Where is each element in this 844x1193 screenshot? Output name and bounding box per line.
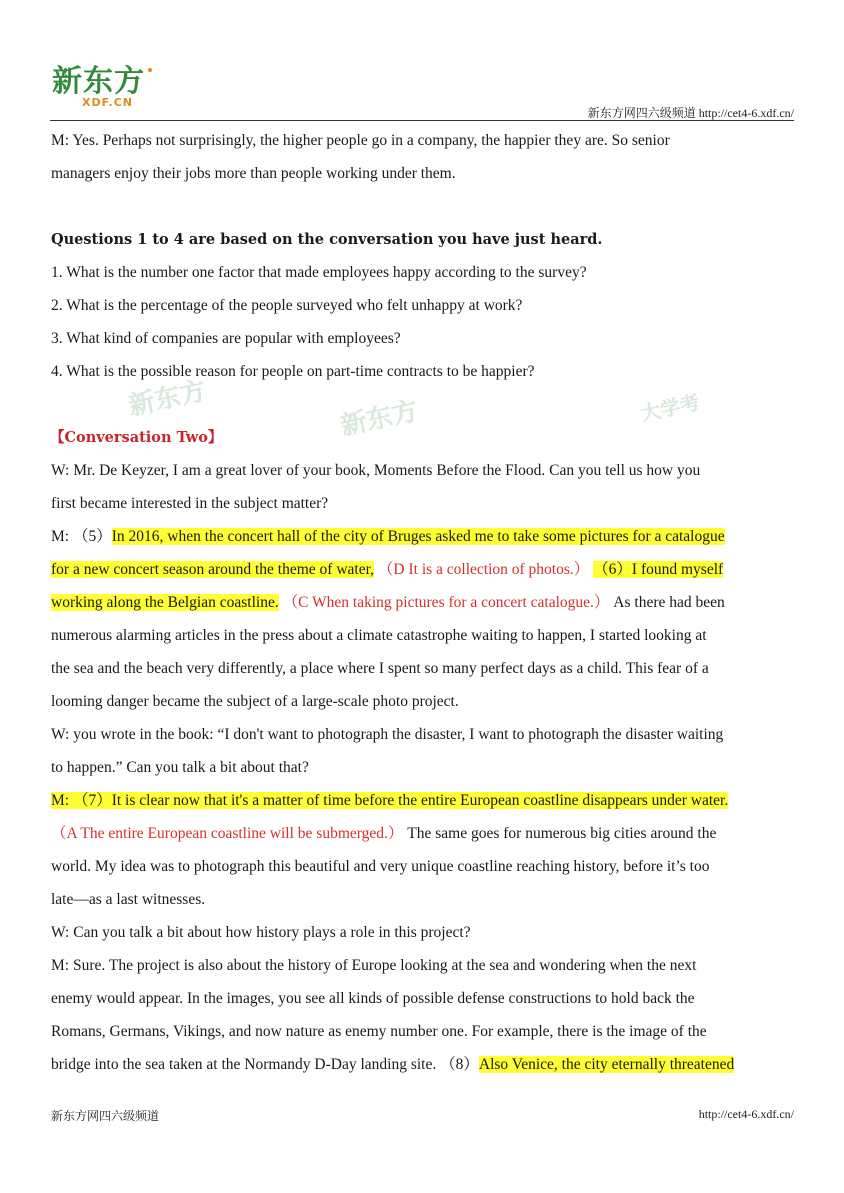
plain-text: As there had been bbox=[613, 594, 725, 611]
question-item: 3. What kind of companies are popular with employees? bbox=[51, 330, 401, 347]
speaker-label: M: （5） bbox=[51, 528, 112, 545]
text-line: M: Yes. Perhaps not surprisingly, the higher people go in a company, the happier they are. So senior bbox=[51, 132, 670, 149]
text-line bbox=[51, 817, 716, 850]
text-line: the sea and the beach very differently, a place where I spent so many perfect days as a child. This fear of a bbox=[51, 660, 709, 677]
header-channel-link[interactable]: 新东方网四六级频道 http://cet4-6.xdf.cn/ bbox=[587, 106, 794, 120]
question-item: 1. What is the number one factor that made employees happy according to the survey? bbox=[51, 264, 587, 281]
header-divider bbox=[50, 120, 794, 121]
question-item: 2. What is the percentage of the people surveyed who felt unhappy at work? bbox=[51, 297, 523, 314]
text-line bbox=[51, 520, 725, 553]
watermark-logo: 新东方 bbox=[338, 396, 421, 442]
text-line: W: Mr. De Keyzer, I am a great lover of your book, Moments Before the Flood. Can you tell us how you bbox=[51, 462, 701, 479]
text-line: W: you wrote in the book: “I don't want to photograph the disaster, I want to photograph the disaster waiting bbox=[51, 726, 724, 743]
questions-heading: Questions 1 to 4 are based on the conversation you have just heard. bbox=[51, 231, 603, 248]
text-line: W: Can you talk a bit about how history plays a role in this project? bbox=[51, 924, 471, 941]
plain-text: The same goes for numerous big cities around the bbox=[407, 825, 717, 842]
highlighted-text: （6）I found myself bbox=[593, 561, 724, 578]
xdf-logo bbox=[52, 66, 162, 112]
text-line bbox=[51, 553, 723, 586]
text-line: managers enjoy their jobs more than people working under them. bbox=[51, 165, 456, 182]
highlighted-text: M: （7）It is clear now that it's a matter of time before the entire European coastline disappears under water. bbox=[51, 792, 729, 809]
text-line bbox=[51, 784, 728, 817]
footer-link[interactable]: http://cet4-6.xdf.cn/ bbox=[698, 1107, 794, 1121]
text-line: M: Sure. The project is also about the history of Europe looking at the sea and wondering when the next bbox=[51, 957, 697, 974]
text-line: late—as a last witnesses. bbox=[51, 891, 206, 908]
highlighted-text: Also Venice, the city eternally threatened bbox=[478, 1056, 735, 1073]
text-line: first became interested in the subject matter? bbox=[51, 495, 329, 512]
section-title: 【Conversation Two】 bbox=[50, 429, 223, 446]
text-line: looming danger became the subject of a large-scale photo project. bbox=[51, 693, 459, 710]
highlighted-text: In 2016, when the concert hall of the city of Bruges asked me to take some pictures for a catalogue bbox=[111, 528, 725, 545]
answer-annotation: （A The entire European coastline will be submerged.） bbox=[51, 825, 404, 842]
text-line: numerous alarming articles in the press about a climate catastrophe waiting to happen, I started looking at bbox=[51, 627, 707, 644]
highlighted-text: for a new concert season around the theme of water, bbox=[51, 561, 375, 578]
watermark-text: 大学考 bbox=[638, 389, 703, 426]
text-line: world. My idea was to photograph this beautiful and very unique coastline reaching history, before it’s too bbox=[51, 858, 710, 875]
text-line: to happen.” Can you talk a bit about that? bbox=[51, 759, 309, 776]
highlighted-text: working along the Belgian coastline. bbox=[51, 594, 279, 611]
logo-text: 新东方 bbox=[52, 64, 145, 99]
plain-text: bridge into the sea taken at the Normandy D-Day landing site. （8） bbox=[51, 1056, 479, 1073]
answer-annotation: （C When taking pictures for a concert catalogue.） bbox=[282, 594, 610, 611]
answer-annotation: （D It is a collection of photos.） bbox=[377, 561, 590, 578]
logo-registered-icon bbox=[148, 68, 152, 72]
logo-subtext: XDF.CN bbox=[82, 96, 133, 109]
text-line: Romans, Germans, Vikings, and now nature as enemy number one. For example, there is the image of the bbox=[51, 1023, 707, 1040]
question-item: 4. What is the possible reason for people on part-time contracts to be happier? bbox=[51, 363, 535, 380]
watermark-logo: 新东方 bbox=[126, 376, 209, 422]
footer-channel: 新东方网四六级频道 bbox=[51, 1109, 160, 1123]
text-line: enemy would appear. In the images, you see all kinds of possible defense constructions to hold back the bbox=[51, 990, 695, 1007]
text-line bbox=[51, 1048, 734, 1081]
text-line bbox=[51, 586, 725, 619]
